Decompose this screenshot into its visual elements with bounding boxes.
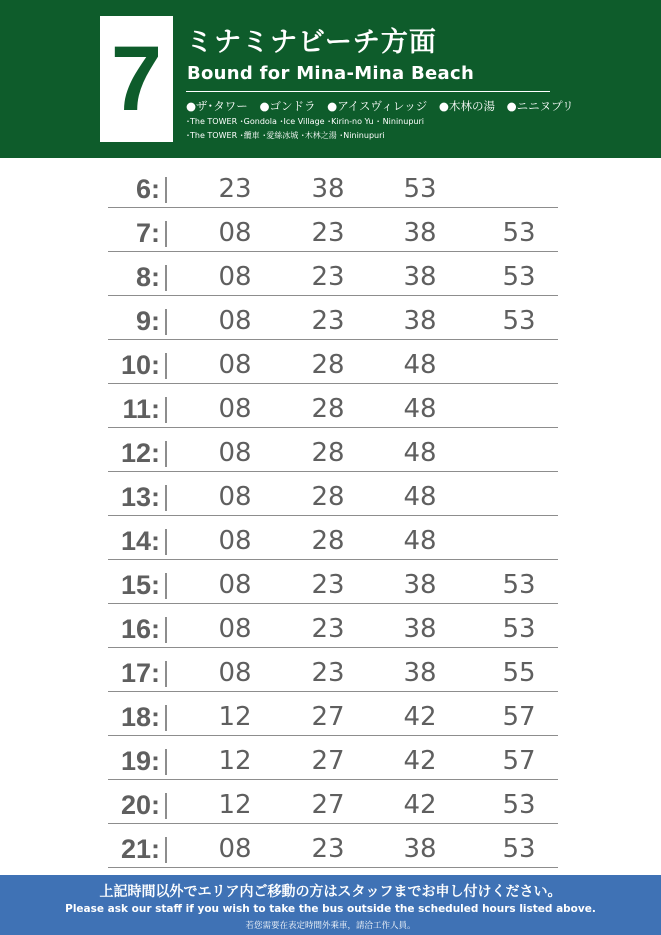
- hour-label: 6:: [135, 174, 160, 204]
- timetable-row: [108, 208, 558, 252]
- departure-minute: 08: [218, 482, 252, 512]
- departure-minute: 28: [311, 394, 345, 424]
- departure-minute: 08: [218, 262, 252, 292]
- departure-minute: 08: [218, 834, 252, 864]
- hour-label: 11:: [122, 394, 160, 424]
- destination-title-en: Bound for Mina-Mina Beach: [187, 63, 475, 84]
- timetable-row: [108, 824, 558, 868]
- departure-minute: 53: [502, 834, 536, 864]
- hour-separator: [165, 265, 167, 291]
- departure-minute: 12: [218, 790, 252, 820]
- departure-minute: 28: [311, 526, 345, 556]
- hour-separator: [165, 573, 167, 599]
- departure-minute: 08: [218, 350, 252, 380]
- timetable-row: [108, 604, 558, 648]
- departure-minute: 23: [311, 658, 345, 688]
- hour-separator: [165, 309, 167, 335]
- stop-ja: ●ゴンドラ: [259, 99, 316, 113]
- departure-minute: 48: [403, 482, 437, 512]
- hour-label: 9:: [135, 306, 160, 336]
- stop-ja: ●ザ･タワー: [186, 99, 248, 113]
- hour-label: 8:: [135, 262, 160, 292]
- header-divider: [186, 91, 550, 92]
- departure-minute: 38: [403, 218, 437, 248]
- hour-separator: [165, 837, 167, 863]
- hour-separator: [165, 749, 167, 775]
- departure-minute: 08: [218, 306, 252, 336]
- departure-minute: 38: [403, 614, 437, 644]
- hour-separator: [165, 793, 167, 819]
- header-banner: [0, 0, 661, 158]
- departure-minute: 08: [218, 526, 252, 556]
- stop-ja: ●木林の湯: [438, 99, 495, 113]
- departure-minute: 08: [218, 614, 252, 644]
- timetable-row: [108, 384, 558, 428]
- timetable-row: [108, 780, 558, 824]
- departure-minute: 38: [403, 570, 437, 600]
- hour-label: 19:: [120, 746, 160, 776]
- hour-label: 7:: [135, 218, 160, 248]
- departure-minute: 53: [502, 306, 536, 336]
- departure-minute: 08: [218, 438, 252, 468]
- departure-minute: 08: [218, 658, 252, 688]
- departure-minute: 57: [502, 702, 536, 732]
- departure-minute: 23: [311, 834, 345, 864]
- departure-minute: 42: [403, 790, 437, 820]
- departure-minute: 42: [403, 746, 437, 776]
- hour-separator: [165, 485, 167, 511]
- notice-en: Please ask our staff if you wish to take the bus outside the scheduled hours listed above.: [65, 903, 596, 915]
- hour-label: 20:: [120, 790, 160, 820]
- hour-separator: [165, 221, 167, 247]
- departure-minute: 53: [502, 570, 536, 600]
- stop-ja: ●ニニヌプリ: [506, 99, 574, 113]
- departure-minute: 55: [502, 658, 536, 688]
- hour-separator: [165, 529, 167, 555]
- hour-separator: [165, 705, 167, 731]
- departure-minute: 53: [502, 262, 536, 292]
- departure-minute: 42: [403, 702, 437, 732]
- departure-minute: 23: [311, 614, 345, 644]
- timetable-row: [108, 692, 558, 736]
- departure-minute: 53: [502, 790, 536, 820]
- footer-notice: [0, 875, 661, 935]
- departure-minute: 28: [311, 482, 345, 512]
- timetable-row: [108, 428, 558, 472]
- hour-separator: [165, 661, 167, 687]
- hour-separator: [165, 617, 167, 643]
- route-number-badge: 7: [100, 16, 173, 142]
- departure-minute: 12: [218, 702, 252, 732]
- timetable-row: [108, 736, 558, 780]
- hour-separator: [165, 353, 167, 379]
- departure-minute: 38: [311, 174, 345, 204]
- departure-minute: 08: [218, 394, 252, 424]
- departure-minute: 08: [218, 570, 252, 600]
- departure-minute: 48: [403, 438, 437, 468]
- timetable-row: [108, 172, 558, 208]
- departure-minute: 53: [403, 174, 437, 204]
- departure-minute: 38: [403, 306, 437, 336]
- timetable-row: [108, 472, 558, 516]
- hour-label: 13:: [120, 482, 160, 512]
- departure-minute: 23: [311, 306, 345, 336]
- stops-list-ja: [186, 98, 656, 114]
- hour-separator: [165, 441, 167, 467]
- departure-minute: 27: [311, 702, 345, 732]
- departure-minute: 38: [403, 834, 437, 864]
- departure-minute: 28: [311, 438, 345, 468]
- departure-minute: 23: [311, 218, 345, 248]
- departure-minute: 38: [403, 658, 437, 688]
- hour-separator: [165, 177, 167, 203]
- stop-ja: ●アイスヴィレッジ: [327, 99, 428, 113]
- departure-minute: 48: [403, 350, 437, 380]
- departure-minute: 12: [218, 746, 252, 776]
- departure-minute: 57: [502, 746, 536, 776]
- timetable-row: [108, 340, 558, 384]
- hour-label: 16:: [120, 614, 160, 644]
- departure-minute: 27: [311, 746, 345, 776]
- departure-minute: 48: [403, 394, 437, 424]
- departure-minute: 28: [311, 350, 345, 380]
- notice-zh: 若您需要在表定時間外乘車，請洽工作人員。: [245, 921, 416, 931]
- notice-ja: 上記時間以外でエリア内ご移動の方はスタッフまでお申し付けください。: [99, 884, 562, 900]
- departure-minute: 53: [502, 218, 536, 248]
- departure-minute: 38: [403, 262, 437, 292]
- hour-label: 10:: [120, 350, 160, 380]
- departure-minute: 53: [502, 614, 536, 644]
- departure-minute: 48: [403, 526, 437, 556]
- hour-separator: [165, 397, 167, 423]
- departure-minute: 23: [311, 262, 345, 292]
- timetable-row: [108, 648, 558, 692]
- destination-title-ja: ミナミナビーチ方面: [186, 27, 437, 58]
- hour-label: 14:: [120, 526, 160, 556]
- hour-label: 15:: [120, 570, 160, 600]
- hour-label: 21:: [120, 834, 160, 864]
- timetable-row: [108, 560, 558, 604]
- hour-label: 18:: [120, 702, 160, 732]
- departure-minute: 27: [311, 790, 345, 820]
- timetable-row: [108, 252, 558, 296]
- departure-minute: 23: [311, 570, 345, 600]
- departure-minute: 23: [218, 174, 252, 204]
- hour-label: 17:: [120, 658, 160, 688]
- timetable-row: [108, 516, 558, 560]
- timetable: [108, 172, 558, 868]
- stops-list-en: ･The TOWER ･Gondola ･Ice Village ･Kirin-no Yu ･ Nininupuri: [186, 117, 424, 126]
- hour-label: 12:: [120, 438, 160, 468]
- timetable-row: [108, 296, 558, 340]
- stops-list-zh: ･The TOWER ･纜車 ･愛絲冰城 ･木林之湯 ･Nininupuri: [186, 131, 385, 140]
- departure-minute: 08: [218, 218, 252, 248]
